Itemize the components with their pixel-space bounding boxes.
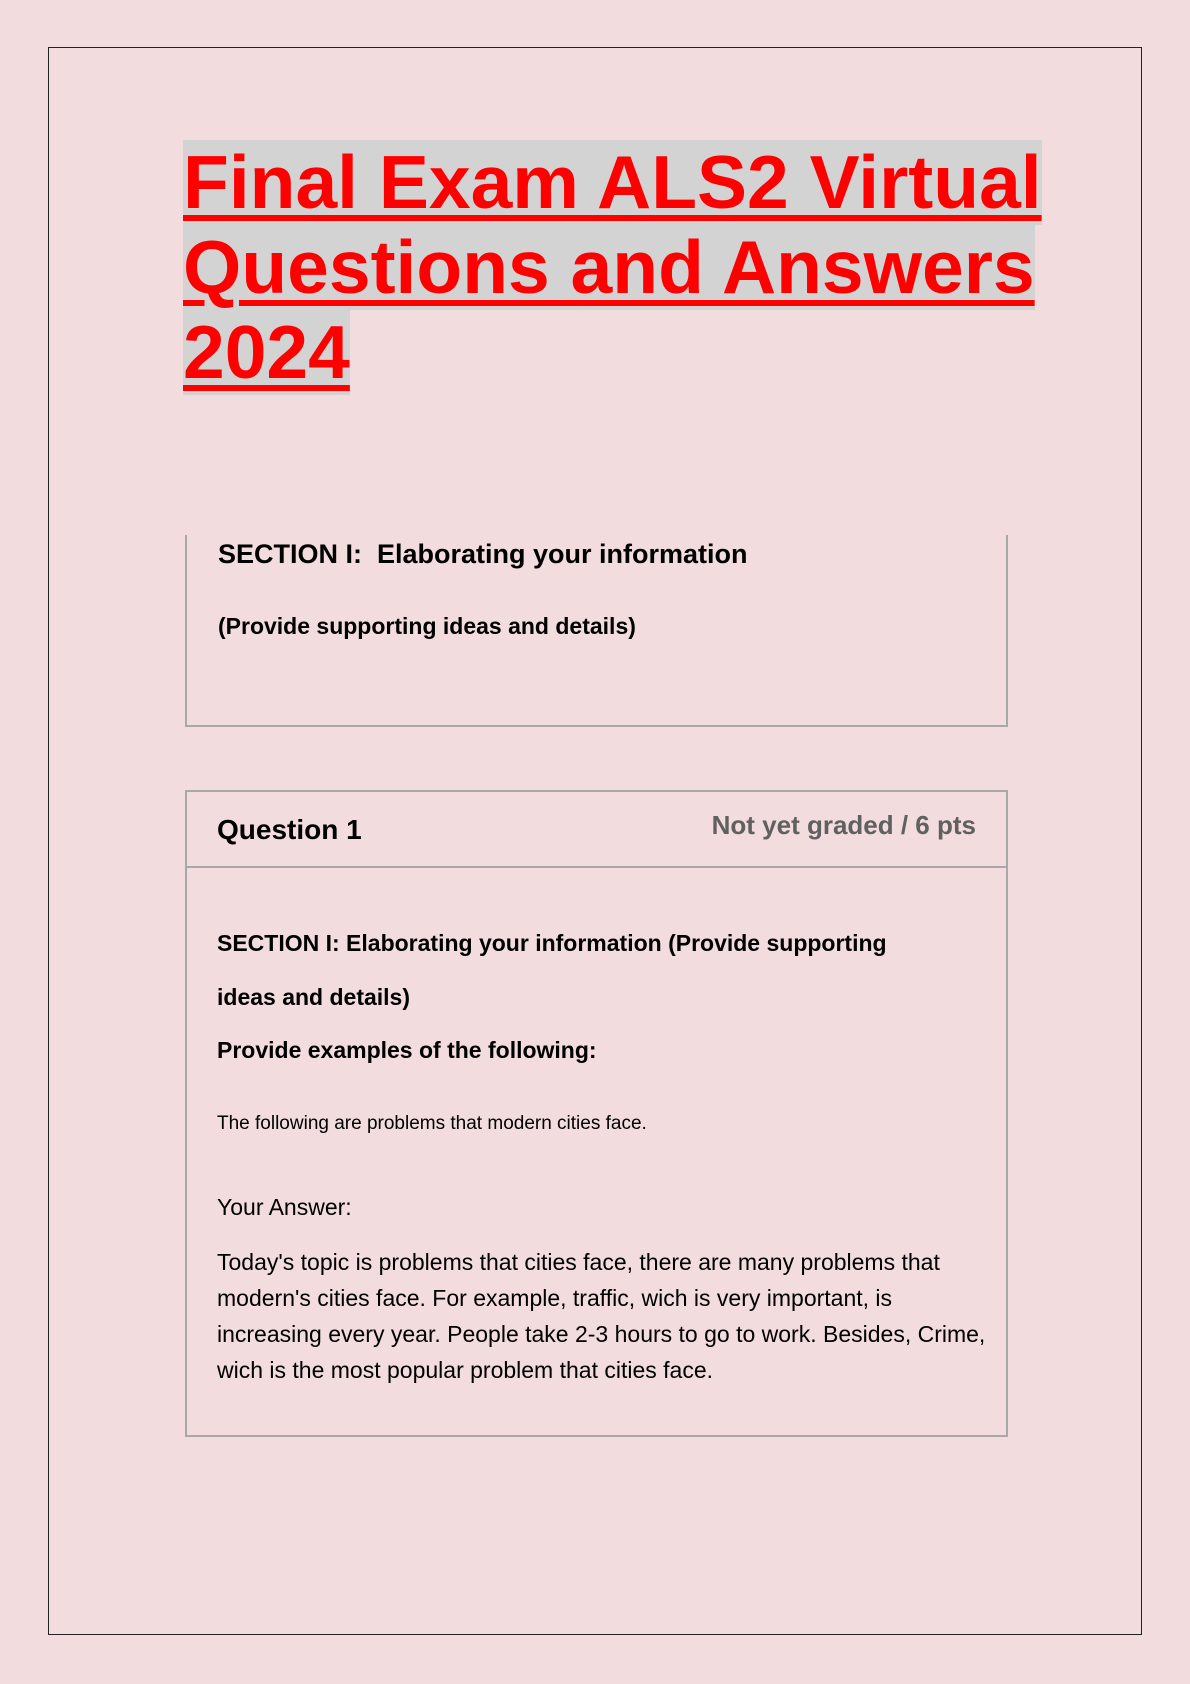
title-line-1: Final Exam ALS2 Virtual <box>183 140 1042 224</box>
question-prompt: The following are problems that modern cities face. <box>217 1113 647 1134</box>
section-subheading: (Provide supporting ideas and details) <box>218 613 636 639</box>
section-intro-box <box>185 535 1008 727</box>
answer-label: Your Answer: <box>217 1194 352 1220</box>
title-line-2: Questions and Answers <box>183 225 1035 309</box>
question-section-line-1: SECTION I: Elaborating your information (Provide supporting <box>217 930 887 956</box>
document-title <box>183 140 1063 395</box>
question-section-line-2: ideas and details) <box>217 984 411 1010</box>
section-heading: SECTION I: Elaborating your information <box>218 539 748 569</box>
question-card <box>185 790 1008 1437</box>
question-instruction: Provide examples of the following: <box>217 1037 597 1063</box>
title-line-3: 2024 <box>183 310 350 394</box>
question-points: Not yet graded / 6 pts <box>711 810 976 840</box>
question-title: Question 1 <box>217 814 362 845</box>
answer-text: Today's topic is problems that cities face, there are many problems that modern's cities face. For example, traffic, wich is very important, is increasing every year. People take 2-3 hours to go to work. Besides, Crime, wich is the most popular problem that cities face. <box>217 1249 986 1383</box>
question-header <box>187 792 1006 868</box>
